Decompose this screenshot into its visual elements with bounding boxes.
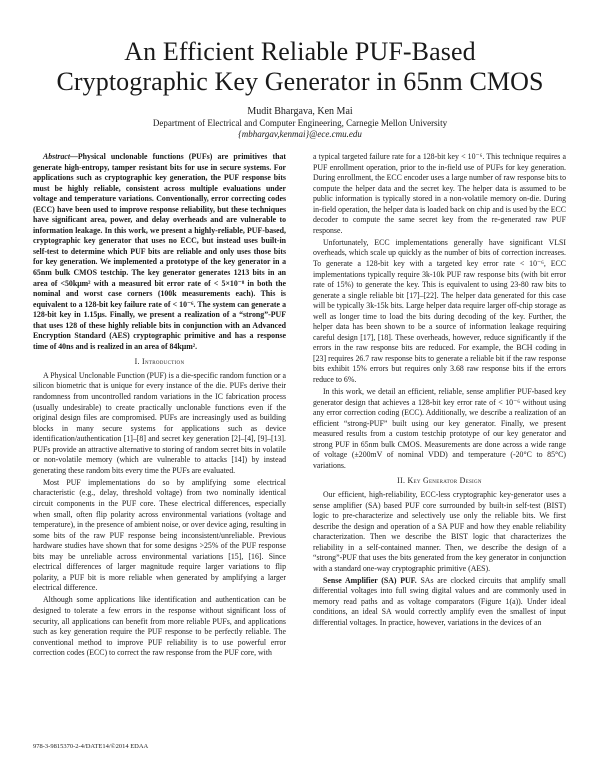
sa-puf-text: SAs are clocked circuits that amplify small differential voltages into full swing digital values and are commonly used in memory read paths and as voltage comparators (Figure 1(a)). Under ideal conditions, an ideal SA would correctly amplify even the smallest of input differential voltages. In practice, however, variations in the devices of an [313, 575, 566, 628]
affiliation: Department of Electrical and Computer Engineering, Carnegie Mellon University [152, 118, 448, 128]
intro-paragraph: Unfortunately, ECC implementations generally have significant VLSI overheads, which scale up quickly as the number of bits of correction increases. To generate a 128-bit key with a targeted key error rate < 10⁻⁶, ECC implementations typically require 3k-10k PUF raw response bits (with bit error rate of 15%) to generate the key. This is equivalent to using 23-80 raw bits to generate a single reliable bit [17]–[22]. The helper data generated for this case will be typically 3k-15k bits. Large helper data require larger off-chip storage as well as longer time to load the bits during decoding of the key. Further, the helper data has been shown to be a source of information leakage requiring careful design [17], [18]. These overheads, however, reduce significantly if the errors in the raw response bits are reduced. For example, the BCH coding in [23] requires 26.7 raw response bits to generate a reliable bit if the raw response bits exhibit 15% errors but requires only 3.68 raw response bits if the errors reduce to 6%. [313, 237, 566, 384]
intro-paragraph: A Physical Unclonable Function (PUF) is a die-specific random function or a silicon biometric that is unique for every instance of the die. PUFs derive their randomness from uncontrolled random variations in the IC fabrication process (usually undesirable) to create practically unclonable functions even if the original design files are compromised. PUFs are increasingly used as building blocks in many secure systems for applications such as device identification/authentication [1]–[8] and secret key generation [2]–[4], [9]–[13]. PUFs provide an attractive alternative to storing of random secret bits in volatile or non-volatile memory (which are vulnerable to attacks [14]) by instead generating these random bits every time the PUFs are evaluated. [33, 370, 286, 475]
intro-paragraph: Most PUF implementations do so by amplifying some electrical characteristic (e.g., delay, threshold voltage) from two nominally identical circuit components in the PUF core. These electrical differences, especially when small, often flip polarity across environmental variations (voltage and temperature), in the presence of ambient noise, or over device aging, resulting in some bits of the raw PUF response being inconsistent/unreliable. Previous hardware studies have shown that for some designs >25% of the PUF response bits may be unreliable across environmental variations [15], [16]. Since electrical differences of larger magnitude require larger variations to flip polarity, a PUF bit is more reliable when generated by amplifying a larger electrical difference. [33, 477, 286, 593]
intro-paragraph: Although some applications like identification and authentication can be designed to tolerate a few errors in the response without significant loss of security, all applications can benefit from more reliable PUFs, and applications such as key generation require the PUF response to be perfectly reliable. The conventional method to improve PUF reliability is to use powerful error correction codes (ECC) to correct the raw response from the PUF core, with [33, 595, 286, 658]
paper-title-line-1: An Efficient Reliable PUF-Based [124, 37, 476, 66]
abstract-text: —Physical unclonable functions (PUFs) are primitives that generate high-entropy, tamper resistant bits for use in secure systems. For applications such as cryptographic key generation, the PUF response bits must be highly reliable, consistent across multiple evaluations under voltage and temperature variations. Conventionally, error correcting codes (ECC) have been used to improve response reliability, but these techniques have significant area, power, and delay overheads and are vulnerable to information leakage. In this work, we present a highly-reliable, PUF-based, cryptographic key generator that uses no ECC, but instead uses built-in self-test to determine which PUF bits are reliable and only uses those bits for key generation. We implemented a prototype of the key generator in a 65nm bulk CMOS testchip. The key generator generates 1213 bits in an area of <50kμm² with a measured bit error rate of < 5×10⁻⁸ in both the nominal and worst case corners (100k measurements each). This is equivalent to a 128-bit key failure rate of < 10⁻⁶. The system can generate a 128-bit key in 1.15μs. Finally, we present a realization of a “strong”-PUF that uses 128 of these highly reliable bits in conjunction with an Advanced Encryption Standard (AES) cryptographic primitive and has a response time of 40ns and is realized in an area of 84kμm². [33, 152, 286, 351]
abstract-label: Abstract [43, 152, 71, 161]
abstract [33, 152, 286, 352]
section-heading-introduction: I. Introduction [134, 357, 185, 367]
copyright-footer: 978-3-9815370-2-4/DATE14/©2014 EDAA [33, 743, 149, 750]
paper-title-line-2: Cryptographic Key Generator in 65nm CMOS [56, 67, 544, 96]
intro-paragraph-continued: a typical targeted failure rate for a 128-bit key < 10⁻⁶. This technique requires a PUF enrollment operation, prior to the in-field use of PUFs for key generation. During enrollment, the ECC encoder uses a large number of raw response bits to compute the helper data and the secret key. The helper data is assumed to be public information is typically stored in a non-volatile memory on-die. During in-field operation, the helper data is loaded back on chip and is used by the ECC decoder to compute the same secret key from the re-generated raw PUF response. [313, 152, 566, 235]
authors: Mudit Bhargava, Ken Mai [247, 106, 353, 117]
right-column [313, 152, 566, 630]
intro-paragraph: In this work, we detail an efficient, reliable, sense amplifier PUF-based key generator design that achieves a 128-bit key error rate of < 10⁻⁶ without using any error correction coding (ECC). Additionally, we describe a realization of an efficient “strong-PUF” built using our key generator. Finally, we present measured results from a custom testchip prototype of our key generator and strong PUF in 65nm bulk CMOS. Measurements are done across a wide range of voltage (±200mV of nominal VDD) and temperature (-20°C to 85°C) variations. [313, 387, 566, 470]
sa-puf-paragraph [313, 576, 566, 629]
section-heading-key-generator: II. Key Generator Design [397, 476, 482, 486]
left-column [33, 152, 286, 660]
author-emails: {mbhargav,kenmai}@ece.cmu.edu [238, 129, 362, 139]
sa-puf-run-in-heading: Sense Amplifier (SA) PUF. [323, 575, 417, 585]
section-paragraph: Our efficient, high-reliability, ECC-less cryptographic key-generator uses a sense amplifier (SA) based PUF core surrounded by built-in self-test (BIST) logic to pre-characterize and selectively use only the reliable bits. We first describe the design and operation of a SA PUF and how they enable reliability characterization. Then we describe the BIST logic that characterizes the reliability in a self-contained manner. Then, we describe the design of a “strong”-PUF that uses the bits generated from the key generator in conjunction with a standard one-way cryptographic primitive (AES). [313, 489, 566, 573]
